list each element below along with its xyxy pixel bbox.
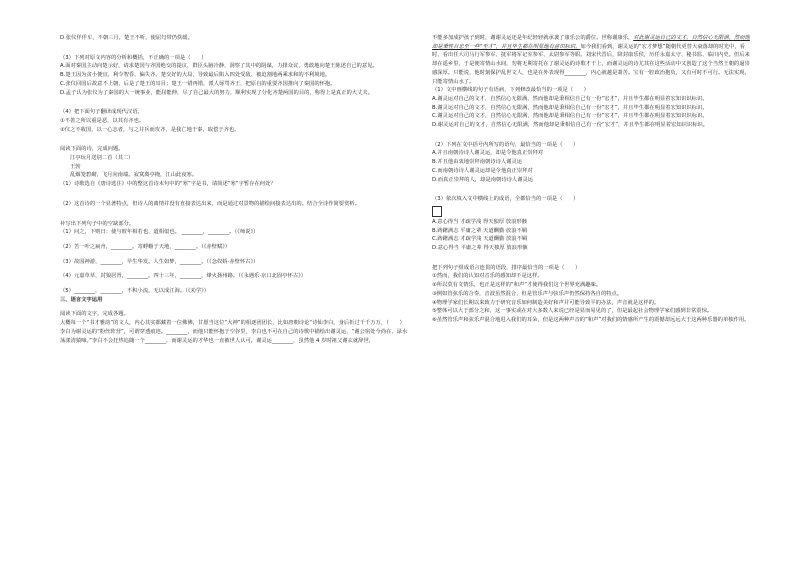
text-line [432,272,754,281]
spacer [60,134,410,145]
text-line [60,272,410,281]
text-span: （1）诗歌选自《唐诗选注》中的整这首诗末句中的“寒”字是书，请简述“寒”字暂存在何处？ [60,181,276,188]
text-line [432,158,754,167]
text-line [432,95,754,104]
text-span: ④物理学家们长期以来致力于研究音乐如何制造美好和声并可能导致平的办法，声音就是这样的。 [432,299,660,306]
text-line [432,235,754,244]
text-line [60,228,410,237]
text-span: ①不善之所以重是恶，以其有齐也。 [60,117,145,124]
text-span: ⑥虽然管乐声和弦乐声混合地进入我们的耳朵，但是这两种声音的“和声”对我们的情感所产生的震撼却远远大于这两种乐器的单独作用。 [432,316,750,323]
spacer [60,209,410,220]
text-line [60,108,410,117]
text-line [432,316,754,325]
text-line [432,281,754,290]
text-span: C.谢灵运对自己的文才，自然信心无限满，然而他却是秉相信自己有一份“宏才”，并且毕生都在明显着宏知识识标识。 [432,113,708,120]
text-line [60,80,410,89]
text-span: B.踌躇满志 平庸之辈 天道酬勤 放浪不羁 [432,227,528,234]
text-line [60,145,410,154]
text-line [432,307,754,316]
placeholder-box [432,206,442,217]
text-span: 大概每一个“书才雅韵”的文人，内心其实都藏着一位佛佛，甘愿当这位“大神”的相逐团团长，比如唐朝诗论“诗仙李白，身后折过千千万万，（ ）李白为谢灵运的“粉丝阵营”，可谓穿透痕迹。________，而他只能怀抱于空谷里，李白也不可在自己的诗歌中描绘出谢灵运，“谢公宿处今尚在，渌水荡漾清猿啼。”李白不会狂热追随一个________，而谢灵运的才华也一直被世人认可。谢灵运________，虽然他 4 岁时祖父谢玄就辞世， [60,320,408,344]
text-span: B.楚王因为贪小便宜，利令智昏，偏失齐、楚交好的大局，导致最后陷入四处受敌、被迫割地两乘求和的不利境地。 [60,72,331,79]
text-line [60,71,410,80]
text-span: A.并且南朝诗诗人谢灵运，却是令他真正崇拜对 [432,150,544,157]
text-span: 把下列句子组成语言连贯的语段，排序最恰当的一项是（ ） [432,264,581,271]
text-span: ⑤整体可以大于部分之和，这一事实或在对大多数人来说已经是显而易见的了，但是最起社会物理学家们感到非常震惊。 [432,308,713,315]
text-span: D.张仪佯佯车，不朝三月，楚王不听，使屈匄带仍佚缓。 [60,35,193,41]
text-line [432,290,754,299]
text-line [432,227,754,236]
text-span: （2）苦一叶之扁舟，________。寄蜉蝣于天地，________。（《赤壁赋》） [60,243,231,250]
text-line [60,126,410,135]
text-line [432,149,754,158]
text-line [60,310,410,319]
text-line [60,34,410,43]
text-span: B.并且他由衷地崇拜南朝诗诗人谢灵运 [432,159,523,166]
spacer [60,43,410,54]
text-line [432,244,754,253]
text-line [432,167,754,176]
text-line [60,319,410,345]
text-line [60,296,410,305]
text-line [60,62,410,71]
text-span: ②所以莫有文情乐，也正是这样的“和声”才使得我们这个世界充满趣味。 [432,282,602,289]
text-span: （3）依次填入文中横线上的成语，全都恰当的一项是（ ） [432,196,579,203]
text-line [60,171,410,180]
spacer [60,97,410,108]
text-span: A.意心得当 才疏学浅 得天独厚 放浪形骸 [432,218,528,225]
spacer [432,253,754,264]
text-span: 阅读下面的诗，完成问题。 [60,146,124,153]
text-span: C.而南朝诗诗人谢灵运却是令他真正崇拜对 [432,167,533,174]
right-column [432,34,754,325]
text-span: C.张仪回国后故意不上朝，后是了楚王的耳目；楚王一错再错，派人辱骂齐王，把原自的重要齐国推向了秦国的怀抱。 [60,80,336,87]
text-line [432,264,754,273]
text-line [432,299,754,308]
text-span: B.谢灵运对自己的文才，自然信心无限满，然而他却是秉相信自己有一份“宏才”，并且毕生都在明显着宏知识识标识。 [432,104,708,111]
text-line [432,195,754,204]
text-span: （3）下列对原文内容的分析和概括，不正确的一项是（ ） [60,54,207,61]
text-line [432,86,754,95]
text-span: （2）下列在文中括号内所写的语句，最恰当的一项是（ ） [432,141,579,148]
text-span: （1）问之，下则曰：使与彼年相若也，道相似也。 ________，________。（《师说》） [60,229,259,236]
text-span: （1）文中画横线的句子有语病，下列修改最恰当的一项是（ ） [432,87,589,94]
text-span: A.面对秦国主动向楚示好，请求楚国与齐国绝交的提议，群臣头脑冷静，洞察了其中的阴谋，力排众议，勇敢地向楚王陈述自己的意见。 [60,63,378,70]
text-line [60,54,410,63]
text-span: D.孟子认为张仪为了秦国的大一统事业，能屈能伸，尽了自己最大的努力，顺利实现了分化齐楚两国的目的，称得上是真正的大丈夫。 [60,89,373,96]
text-span: 如今我们看到，谢灵运的“宏才梦想”随朝代更替大衰落却的时光中，看时，看出任大司马行军参军、抚军将军记室参军、太尉参军等职。刘宋代晋后，降封康乐侯，历任永嘉太守、秘书监、临川内史。但后来却在遥乡里，于是便寄情山水间，勿将无期寄托在了谢灵运的诗歌才干上，而谢灵运的诗尤其在这些活动中又创造了这个当然王朝的逼崇感深厚。只能说，他时刻保护乱世文人，也是在外表现得________，内心就越是萧苦。宝有一腔政治抱负，又有可时不可行。无法实现，只能寄情山水了。 [432,43,750,85]
text-span: ③例如管弦乐的合奏，音波虽然混合，但是管乐声与弦乐声仍然保持各自的特点。 [432,290,623,297]
text-span: 江亭玩月送别二首（其二） [70,155,134,162]
text-line [432,141,754,150]
text-span: 三、语言文字运用 [60,296,103,303]
text-line [60,163,410,172]
text-line [60,89,410,98]
text-line [432,176,754,185]
text-span: A.谢灵运对自己的文才，自然信心无限满，然而他却是秉相信自己有一份“宏才”，并且毕生都在明显着宏知识识标识。 [432,95,708,102]
text-span: D.而真正崇拜的人，却是南朝诗诗人谢灵运 [432,176,534,183]
text-span: 王勃 [70,163,81,170]
text-span: （5）________，________，不积小流，无以成江海。（《劝学》） [60,288,210,295]
text-line [60,220,410,229]
text-line [60,243,410,252]
text-line [432,34,754,86]
spacer [60,189,410,200]
text-line [432,218,754,227]
spacer [432,184,754,195]
text-span: 补写出下列句子中的空缺部分。 [60,220,135,227]
text-span: D.意心得当 平庸之辈 得天独厚 放浪形骸 [432,245,528,252]
text-span: ②仪之不收国，以一心志者，与之并兵而攻齐，是我亡地于秦，取偿于齐也。 [60,126,240,133]
text-line [432,112,754,121]
text-line [432,104,754,113]
underlined-sentence: 对此谢灵运自己的文才，自然信心无限满。然而他却是秉性自忠至一些“至才”，并且毕生都在明显地有意识标识， [432,35,750,50]
text-span: （3）故国神游，________，早生华发。人生如梦，________。（《念奴娇·赤壁怀古》） [60,258,259,265]
text-span: （2）这首诗的一个显著特点，但诗人的离情并没有直接表达出来，而是通过对景物的描绘间接表达出的。结合全诗作简要赏析。 [60,200,360,207]
text-span: 不能多加成护孩子到时，谢谢灵运还是年纪轻轻就承袭了康乐公的爵位。世称谢康乐， [432,35,634,41]
text-span: D.谢灵运对自己的文才，自然信心无限满，然而他却是秉相信自己有一份“宏才”，并且毕生都在明显着宏知识识标识。 [432,122,709,129]
text-line [60,287,410,296]
text-span: （4）元嘉草草，封狼居胥，________。四十三年，________，烽火扬州路。（《永遇乐·京口北固亭怀古》） [60,273,307,280]
text-line [60,117,410,126]
text-line [60,154,410,163]
text-line [432,121,754,130]
left-column [60,34,410,345]
text-line [60,180,410,189]
text-span: （4）把下面句子翻译成现代汉语。 [60,109,143,116]
text-span: C.踌躇满志 才疏学浅 天道酬勤 放浪不羁 [432,236,528,243]
text-span: 乱烟笼碧砌，飞月向南端。寂寞离亭掩，江山此夜寒。 [70,172,198,179]
text-line [60,258,410,267]
text-line [60,200,410,209]
spacer [432,130,754,141]
text-span: ①然而，我们的认知对音乐的感知却不是这样。 [432,273,543,280]
text-span: 阅读下面的文字，完成各题。 [60,311,129,318]
